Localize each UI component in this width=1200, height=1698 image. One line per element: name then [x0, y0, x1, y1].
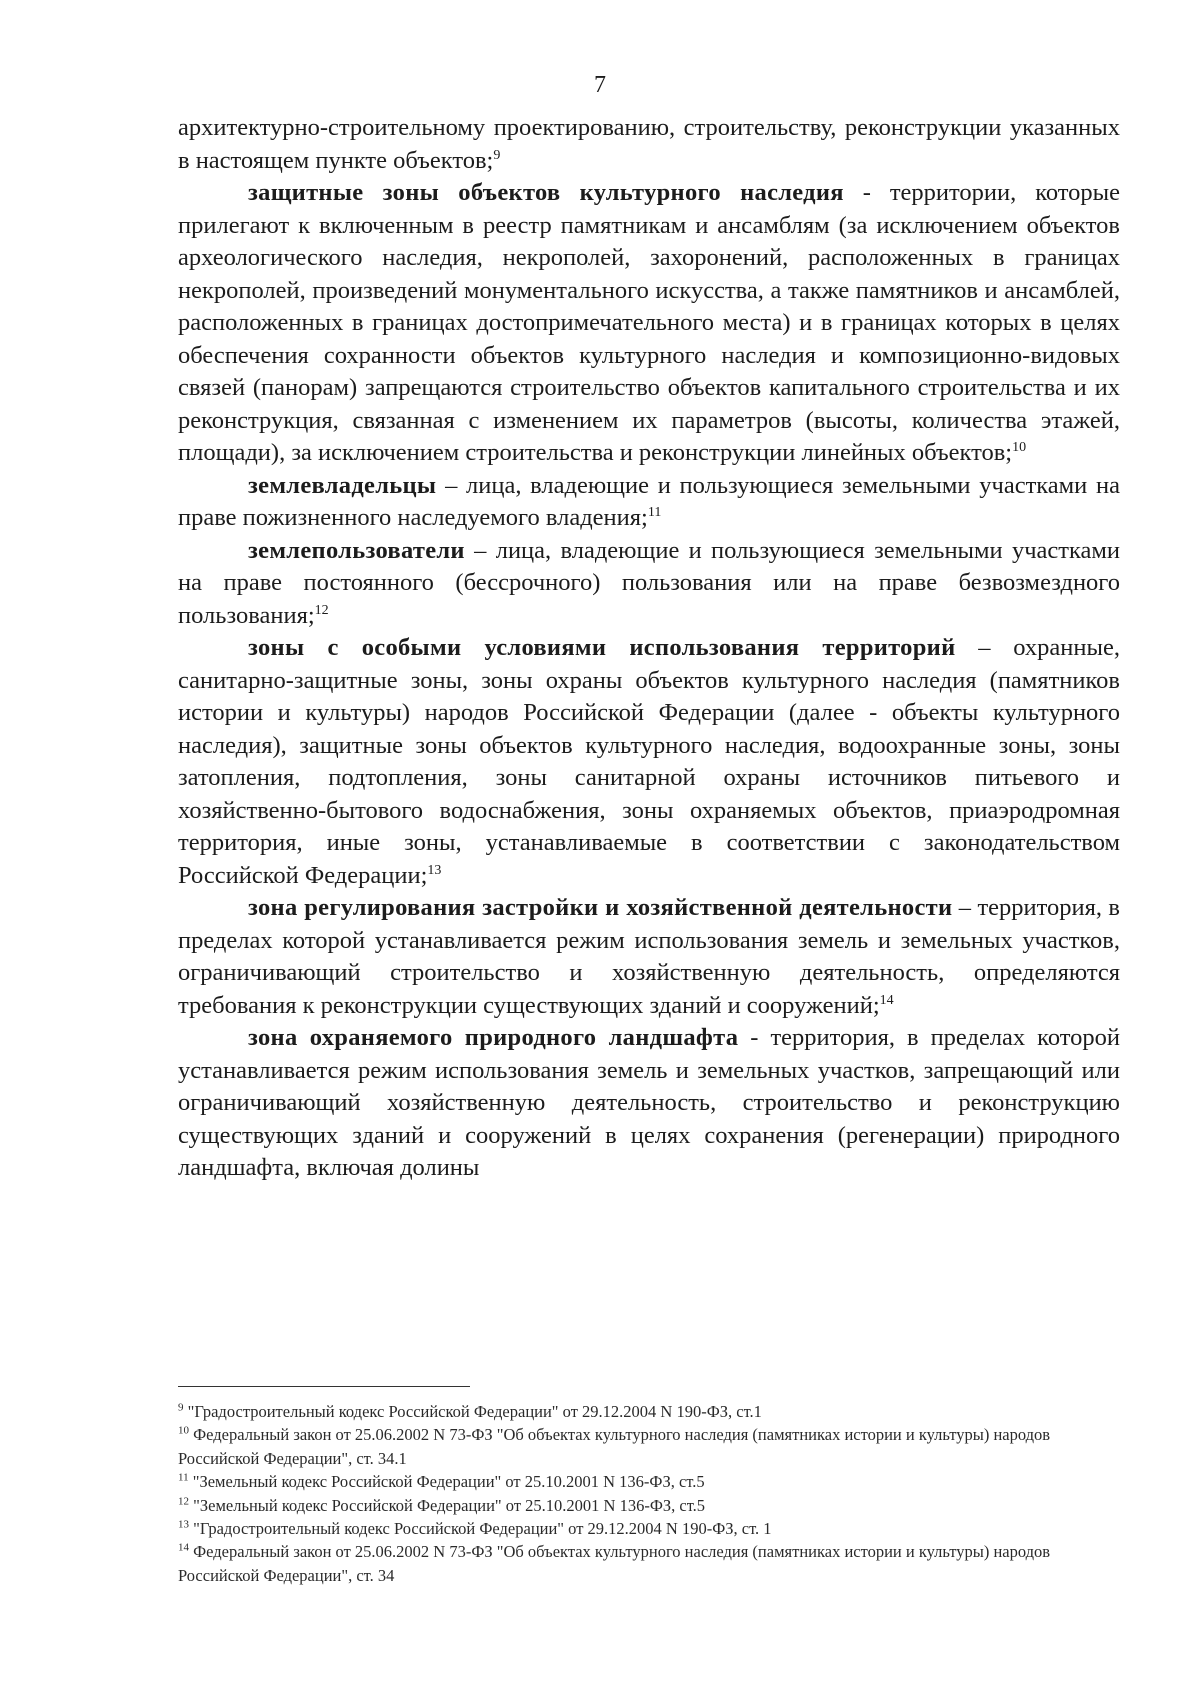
paragraph-continuation [178, 112, 1120, 177]
paragraph-term: землевладельцы [248, 471, 437, 499]
definition-special-zones [178, 632, 1120, 892]
footnote [178, 1423, 1120, 1470]
footnote-ref: 11 [647, 504, 662, 520]
footnote-text: "Градостроительный кодекс Российской Федерации" от 29.12.2004 N 190-ФЗ, ст.1 [183, 1402, 762, 1421]
paragraph-text: - территория, в пределах которой устанавливается режим использования земель и земельных участков, запрещающий или ограничивающий хозяйственную деятельность, строительство и реконструкцию существующих зданий и сооружений в целях сохранения (регенерации) природного ландшафта, включая долины [178, 1024, 1120, 1181]
paragraph-text: архитектурно-строительному проектированию, строительству, реконструкции указанных в настоящем пункте объектов; [178, 114, 1120, 174]
paragraph-term: зоны с особыми условиями использования территорий [248, 634, 956, 661]
footnote-number: 13 [178, 1518, 189, 1531]
footnote [178, 1494, 1120, 1517]
footnote-number: 10 [178, 1424, 189, 1437]
paragraph-text: – территория, в пределах которой устанавливается режим использования земель и земельных участков, ограничивающий строительство и хозяйственную деятельность, определяются требования к реконструкции существующих зданий и сооружений; [178, 894, 1120, 1019]
paragraph-text: – лица, владеющие и пользующиеся земельными участками на праве пожизненного наследуемого владения; [178, 471, 1120, 531]
footnote-text: "Земельный кодекс Российской Федерации" от 25.10.2001 N 136-ФЗ, ст.5 [189, 1495, 706, 1515]
footnote-number: 11 [178, 1471, 189, 1484]
definition-landowners [178, 470, 1120, 535]
footnote-text: Федеральный закон от 25.06.2002 N 73-ФЗ "Об объектах культурного наследия (памятниках истории и культуры) народов Российской Федерации", ст. 34 [178, 1542, 1051, 1585]
paragraph-term: зона охраняемого природного ландшафта [248, 1024, 739, 1051]
footnote-ref: 14 [879, 992, 894, 1008]
body-text [178, 112, 1120, 1185]
footnote [178, 1517, 1120, 1540]
paragraph-term: защитные зоны объектов культурного наследия [248, 179, 844, 206]
footnote-number: 12 [178, 1495, 189, 1508]
footnote-ref: 9 [493, 147, 501, 163]
footnote-ref: 10 [1012, 439, 1027, 455]
paragraph-term: зона регулирования застройки и хозяйственной деятельности [248, 894, 953, 921]
footnotes [178, 1400, 1120, 1587]
footnote-number: 9 [178, 1401, 184, 1414]
definition-landscape-zone [178, 1022, 1120, 1185]
footnote [178, 1400, 1120, 1423]
footnote-text: Федеральный закон от 25.06.2002 N 73-ФЗ "Об объектах культурного наследия (памятниках истории и культуры) народов Российской Федерации", ст. 34.1 [178, 1425, 1051, 1468]
footnote-ref: 13 [427, 862, 442, 878]
definition-regulation-zone [178, 892, 1120, 1022]
paragraph-term: землепользователи [248, 536, 465, 564]
paragraph-text: – лица, владеющие и пользующиеся земельными участками на праве постоянного (бессрочного) пользования или на праве безвозмездного пользования; [178, 536, 1120, 629]
page-number: 7 [594, 72, 606, 98]
footnote-number: 14 [178, 1541, 189, 1554]
paragraph-text: - территории, которые прилегают к включенным в реестр памятникам и ансамблям (за исключением объектов археологического наследия, некрополей, захоронений, расположенных в границах некрополей, произведений монументального искусства, а также памятников и ансамблей, расположенных в границах достопримечательного места) и в границах которых в целях обеспечения сохранности объектов культурного наследия и композиционно-видовых связей (панорам) запрещаются строительство объектов капитального строительства и их реконструкция, связанная с изменением их параметров (высоты, количества этажей, площади), за исключением строительства и реконструкции линейных объектов; [178, 179, 1121, 466]
paragraph-text: – охранные, санитарно-защитные зоны, зоны охраны объектов культурного наследия (памятников истории и культуры) народов Российской Федерации (далее - объекты культурного наследия), защитные зоны объектов культурного наследия, водоохранные зоны, зоны затопления, подтопления, зоны санитарной охраны источников питьевого и хозяйственно-бытового водоснабжения, зоны охраняемых объектов, приаэродромная территория, иные зоны, устанавливаемые в соответствии с законодательством Российской Федерации; [178, 634, 1120, 889]
footnote-divider [178, 1386, 470, 1387]
footnote [178, 1540, 1120, 1587]
footnote-text: "Градостроительный кодекс Российской Федерации" от 29.12.2004 N 190-ФЗ, ст. 1 [189, 1519, 772, 1539]
footnote [178, 1470, 1120, 1493]
definition-protective-zones [178, 177, 1120, 470]
definition-land-users [178, 535, 1120, 633]
footnote-text: "Земельный кодекс Российской Федерации" от 25.10.2001 N 136-ФЗ, ст.5 [188, 1472, 705, 1492]
footnote-ref: 12 [314, 602, 329, 618]
